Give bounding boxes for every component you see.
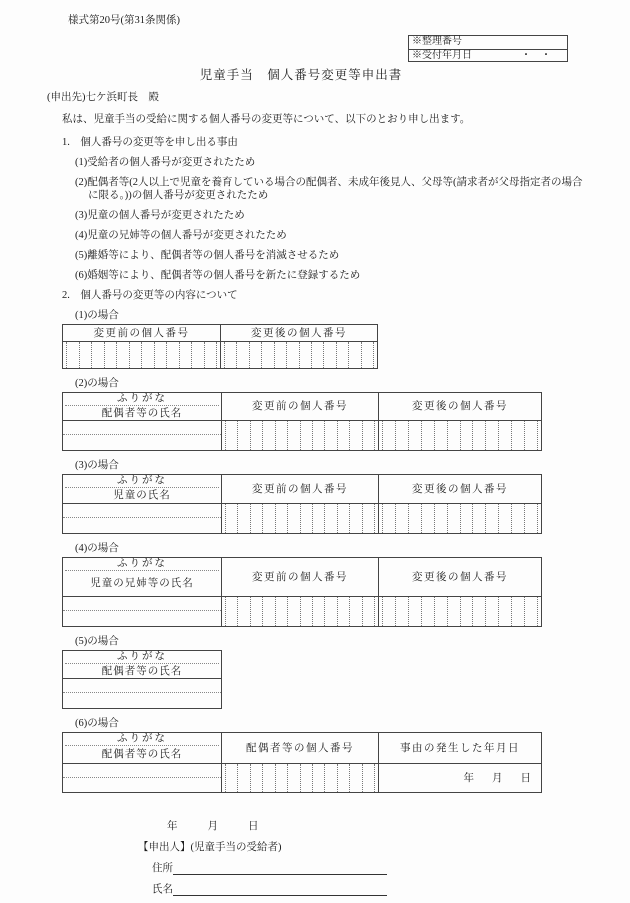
digit-cell[interactable]: [362, 597, 375, 626]
case-6-table: [62, 732, 542, 793]
digit-cell[interactable]: [116, 342, 129, 368]
furigana-label: ふりがな: [65, 475, 219, 488]
case-4-header-row: [63, 558, 541, 596]
reason-item-2-line1: (2)配偶者等(2人以上で児童を養育している場合の配偶者、未成年後見人、父母等(請求者が父母指定者の場合: [75, 177, 583, 188]
digit-cell[interactable]: [498, 504, 511, 533]
digit-cell[interactable]: [511, 504, 524, 533]
digit-cell[interactable]: [275, 764, 287, 792]
digit-cell[interactable]: [104, 342, 117, 368]
case-5-name-field[interactable]: [63, 679, 221, 708]
digit-cell[interactable]: [421, 421, 434, 450]
digit-cell[interactable]: [349, 597, 361, 626]
digit-cell[interactable]: [395, 597, 408, 626]
digit-cell[interactable]: [312, 504, 324, 533]
digit-cell[interactable]: [408, 421, 421, 450]
digit-cell[interactable]: [79, 342, 92, 368]
case-6-name-field[interactable]: [63, 764, 221, 792]
case-3-header-row: [63, 475, 541, 503]
digit-cell[interactable]: [362, 421, 375, 450]
digit-cell[interactable]: [299, 342, 311, 368]
digit-cell[interactable]: [349, 764, 361, 792]
form-style-number: 様式第20号(第31条関係): [68, 15, 180, 26]
digit-cell[interactable]: [337, 597, 349, 626]
reason-item-3: (3)児童の個人番号が変更されたため: [75, 210, 245, 221]
case-4-table: [62, 557, 542, 627]
name-input-area[interactable]: [63, 435, 221, 450]
reference-number-field[interactable]: [551, 36, 567, 49]
case-4-body-row: [63, 596, 541, 626]
case-3-name-header: [63, 475, 221, 503]
name-input-area[interactable]: [63, 778, 221, 792]
digit-cell[interactable]: [312, 764, 324, 792]
digit-cell[interactable]: [274, 342, 286, 368]
furigana-input-area[interactable]: [63, 679, 221, 693]
address-input-line[interactable]: [173, 863, 387, 875]
digit-cell[interactable]: [324, 764, 336, 792]
case-1-table: [62, 324, 378, 369]
received-date-label: ※受付年月日: [412, 49, 472, 61]
case-1-header-row: [63, 325, 377, 341]
digit-cell[interactable]: [237, 504, 249, 533]
month-label: 月: [492, 772, 503, 784]
reason-item-2: [75, 176, 630, 202]
digit-cell[interactable]: [262, 504, 274, 533]
furigana-label: ふりがな: [65, 733, 219, 746]
digit-cell[interactable]: [250, 597, 262, 626]
digit-cell[interactable]: [250, 421, 262, 450]
digit-cell[interactable]: [237, 597, 249, 626]
digit-cell[interactable]: [225, 421, 237, 450]
case-4-before-number-grid[interactable]: [221, 597, 378, 626]
case-5-name-header: [63, 651, 221, 678]
case-5-label: (5)の場合: [75, 636, 119, 647]
digit-cell[interactable]: [395, 504, 408, 533]
digit-cell[interactable]: [179, 342, 192, 368]
event-date-field[interactable]: [378, 764, 541, 792]
digit-cell[interactable]: [362, 764, 375, 792]
after-number-header: 変更後の個人番号: [378, 558, 541, 596]
reason-item-4: (4)児童の兄姉等の個人番号が変更されたため: [75, 230, 287, 241]
reference-number-label: ※整理番号: [412, 36, 462, 47]
name-line: [152, 883, 630, 896]
spouse-name-label: 配偶者等の氏名: [101, 749, 183, 760]
digit-cell[interactable]: [485, 597, 498, 626]
digit-cell[interactable]: [337, 764, 349, 792]
digit-cell[interactable]: [262, 421, 274, 450]
child-name-label: 児童の氏名: [113, 490, 171, 501]
case-6-header-row: [63, 733, 541, 763]
digit-cell[interactable]: [312, 597, 324, 626]
digit-cell[interactable]: [337, 504, 349, 533]
day-label: 日: [248, 821, 259, 832]
digit-cell[interactable]: [460, 597, 473, 626]
digit-cell[interactable]: [511, 421, 524, 450]
digit-cell[interactable]: [447, 421, 460, 450]
after-number-header: 変更後の個人番号: [378, 475, 541, 503]
section2-heading: 2. 個人番号の変更等の内容について: [62, 290, 238, 301]
digit-cell[interactable]: [275, 421, 287, 450]
case-3-table: [62, 474, 542, 534]
case-1-before-number-grid[interactable]: [63, 342, 220, 368]
digit-cell[interactable]: [408, 597, 421, 626]
digit-cell[interactable]: [300, 421, 312, 450]
digit-cell[interactable]: [224, 342, 236, 368]
digit-cell[interactable]: [472, 504, 485, 533]
received-date-field[interactable]: ・ ・: [521, 49, 551, 61]
case-4-name-header: [63, 558, 221, 596]
digit-cell[interactable]: [337, 421, 349, 450]
event-date-header: 事由の発生した年月日: [378, 733, 541, 763]
case-3-name-field[interactable]: [63, 504, 221, 533]
section1-heading: 1. 個人番号の変更等を申し出る事由: [62, 137, 238, 148]
name-input-area[interactable]: [63, 518, 221, 533]
submission-date-line[interactable]: [167, 820, 630, 833]
case-3-before-number-grid[interactable]: [221, 504, 378, 533]
reason-item-5: (5)離婚等により、配偶者等の個人番号を消滅させるため: [75, 250, 340, 261]
sibling-name-label: 児童の兄姉等の氏名: [90, 578, 194, 589]
addressee-line: (申出先)七ケ浜町長 殿: [47, 92, 159, 103]
address-label: 住所: [152, 863, 173, 874]
after-number-header: 変更後の個人番号: [220, 325, 377, 341]
year-label: 年: [167, 821, 178, 832]
digit-cell[interactable]: [485, 504, 498, 533]
digit-cell[interactable]: [408, 504, 421, 533]
day-label: 日: [520, 772, 531, 784]
digit-cell[interactable]: [225, 764, 237, 792]
case-2-after-number-grid[interactable]: [378, 421, 541, 450]
digit-cell[interactable]: [395, 421, 408, 450]
digit-cell[interactable]: [382, 504, 395, 533]
digit-cell[interactable]: [91, 342, 104, 368]
digit-cell[interactable]: [237, 764, 249, 792]
digit-cell[interactable]: [511, 597, 524, 626]
furigana-label: ふりがな: [65, 651, 219, 664]
case-1-after-number-grid[interactable]: [220, 342, 377, 368]
case-2-body-row: [63, 420, 541, 450]
digit-cell[interactable]: [382, 597, 395, 626]
case-5-table: [62, 650, 222, 709]
case-5-body-row: [63, 678, 221, 708]
furigana-input-area[interactable]: [63, 764, 221, 778]
digit-cell[interactable]: [312, 421, 324, 450]
name-input-line[interactable]: [173, 884, 387, 896]
received-date-row: [409, 49, 567, 62]
digit-cell[interactable]: [324, 597, 336, 626]
digit-cell[interactable]: [361, 342, 374, 368]
reference-number-row: [409, 36, 567, 49]
digit-cell[interactable]: [434, 597, 447, 626]
digit-cell[interactable]: [524, 597, 538, 626]
spouse-name-label: 配偶者等の氏名: [101, 665, 183, 677]
digit-cell[interactable]: [324, 421, 336, 450]
name-input-area[interactable]: [63, 693, 221, 708]
digit-cell[interactable]: [362, 504, 375, 533]
case-2-name-header: [63, 393, 221, 420]
case-3-label: (3)の場合: [75, 460, 119, 471]
case-4-name-field[interactable]: [63, 597, 221, 626]
month-label: 月: [207, 821, 218, 832]
before-number-header: 変更前の個人番号: [221, 558, 378, 596]
digit-cell[interactable]: [236, 342, 248, 368]
digit-cell[interactable]: [460, 421, 473, 450]
declaration-text: 私は、児童手当の受給に関する個人番号の変更等について、以下のとおり申し出ます。: [62, 114, 471, 125]
digit-cell[interactable]: [434, 504, 447, 533]
digit-cell[interactable]: [498, 597, 511, 626]
digit-cell[interactable]: [447, 597, 460, 626]
case-6-label: (6)の場合: [75, 718, 119, 729]
digit-cell[interactable]: [287, 764, 299, 792]
digit-cell[interactable]: [262, 597, 274, 626]
digit-cell[interactable]: [447, 504, 460, 533]
digit-cell[interactable]: [129, 342, 142, 368]
digit-cell[interactable]: [324, 504, 336, 533]
page-title: 児童手当 個人番号変更等申出書: [199, 68, 403, 82]
digit-cell[interactable]: [524, 421, 538, 450]
digit-cell[interactable]: [336, 342, 348, 368]
furigana-label: ふりがな: [65, 558, 219, 571]
case-2-name-field[interactable]: [63, 421, 221, 450]
case-4-after-number-grid[interactable]: [378, 597, 541, 626]
year-label: 年: [463, 772, 474, 784]
digit-cell[interactable]: [524, 504, 538, 533]
digit-cell[interactable]: [472, 421, 485, 450]
digit-cell[interactable]: [154, 342, 167, 368]
office-use-box: [408, 35, 568, 62]
name-label: 氏名: [152, 884, 173, 895]
case-6-spouse-number-grid[interactable]: [221, 764, 378, 792]
digit-cell[interactable]: [498, 421, 511, 450]
digit-cell[interactable]: [421, 504, 434, 533]
digit-cell[interactable]: [287, 597, 299, 626]
name-input-area[interactable]: [63, 611, 221, 626]
digit-cell[interactable]: [460, 504, 473, 533]
spouse-name-label: 配偶者等の氏名: [101, 407, 183, 419]
digit-cell[interactable]: [382, 421, 395, 450]
digit-cell[interactable]: [250, 764, 262, 792]
case-2-table: [62, 392, 542, 451]
case-4-label: (4)の場合: [75, 543, 119, 554]
case-3-after-number-grid[interactable]: [378, 504, 541, 533]
reason-item-1: (1)受給者の個人番号が変更されたため: [75, 157, 256, 168]
case-1-body-row: [63, 341, 377, 368]
digit-cell[interactable]: [66, 342, 79, 368]
case-2-header-row: [63, 393, 541, 420]
digit-cell[interactable]: [225, 597, 237, 626]
before-number-header: 変更前の個人番号: [221, 393, 378, 420]
address-line: [152, 862, 630, 875]
digit-cell[interactable]: [300, 597, 312, 626]
case-2-before-number-grid[interactable]: [221, 421, 378, 450]
digit-cell[interactable]: [349, 421, 361, 450]
case-3-body-row: [63, 503, 541, 533]
case-5-header-row: [63, 651, 221, 678]
applicant-label: 【申出人】(児童手当の受給者): [138, 842, 282, 853]
digit-cell[interactable]: [323, 342, 335, 368]
digit-cell[interactable]: [349, 504, 361, 533]
digit-cell[interactable]: [275, 504, 287, 533]
digit-cell[interactable]: [287, 504, 299, 533]
digit-cell[interactable]: [166, 342, 179, 368]
furigana-input-area[interactable]: [63, 421, 221, 435]
case-1-label: (1)の場合: [75, 310, 119, 321]
digit-cell[interactable]: [485, 421, 498, 450]
digit-cell[interactable]: [287, 421, 299, 450]
case-6-name-header: [63, 733, 221, 763]
digit-cell[interactable]: [249, 342, 261, 368]
digit-cell[interactable]: [300, 764, 312, 792]
digit-cell[interactable]: [472, 597, 485, 626]
reason-item-6: (6)婚姻等により、配偶者等の個人番号を新たに登録するため: [75, 270, 361, 281]
before-number-header: 変更前の個人番号: [221, 475, 378, 503]
digit-cell[interactable]: [225, 504, 237, 533]
digit-cell[interactable]: [262, 764, 274, 792]
digit-cell[interactable]: [300, 504, 312, 533]
furigana-label: ふりがな: [65, 393, 219, 406]
furigana-input-area[interactable]: [63, 504, 221, 518]
digit-cell[interactable]: [311, 342, 323, 368]
digit-cell[interactable]: [421, 597, 434, 626]
digit-cell[interactable]: [348, 342, 360, 368]
spouse-number-header: 配偶者等の個人番号: [221, 733, 378, 763]
digit-cell[interactable]: [191, 342, 204, 368]
digit-cell[interactable]: [261, 342, 273, 368]
digit-cell[interactable]: [275, 597, 287, 626]
digit-cell[interactable]: [250, 504, 262, 533]
after-number-header: 変更後の個人番号: [378, 393, 541, 420]
furigana-input-area[interactable]: [63, 597, 221, 611]
reason-item-2-line2: に限る。))の個人番号が変更されたため: [88, 190, 269, 201]
case-2-label: (2)の場合: [75, 378, 119, 389]
before-number-header: 変更前の個人番号: [93, 327, 190, 339]
digit-cell[interactable]: [434, 421, 447, 450]
digit-cell[interactable]: [141, 342, 154, 368]
digit-cell[interactable]: [237, 421, 249, 450]
case-6-body-row: [63, 763, 541, 792]
digit-cell[interactable]: [204, 342, 218, 368]
digit-cell[interactable]: [286, 342, 298, 368]
